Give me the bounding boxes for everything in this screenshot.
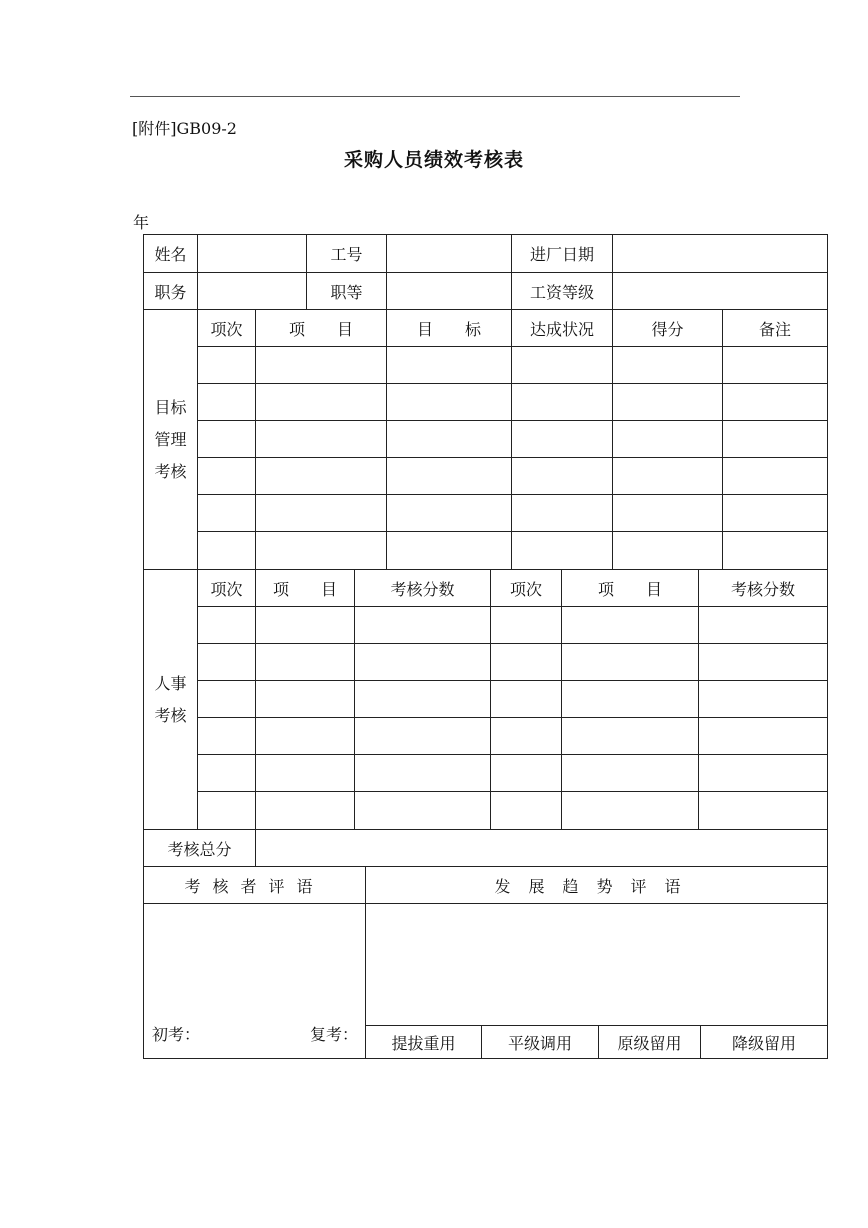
hr-column-header: 考核分数 — [390, 579, 455, 599]
table-rule — [197, 309, 198, 570]
target-table-cell[interactable] — [256, 495, 386, 531]
table-rule — [354, 569, 355, 830]
target-table-cell[interactable] — [387, 384, 511, 420]
table-rule — [197, 531, 828, 532]
hr-table-cell[interactable] — [699, 644, 827, 680]
hr-table-cell[interactable] — [562, 792, 698, 829]
target-table-cell[interactable] — [512, 347, 612, 383]
table-rule — [197, 234, 198, 310]
grade-label: 职等 — [330, 282, 363, 302]
hr-table-cell[interactable] — [355, 718, 490, 754]
table-rule — [386, 234, 387, 310]
hr-table-cell[interactable] — [198, 792, 255, 829]
table-rule — [612, 234, 613, 310]
table-rule — [365, 1025, 828, 1026]
document-code: [附件]GB09-2 — [132, 119, 237, 138]
table-rule — [255, 569, 256, 830]
target-section-label-line: 管理 — [154, 429, 187, 449]
hr-table-cell[interactable] — [355, 792, 490, 829]
hr-column-header: 项 目 — [272, 579, 337, 599]
hr-table-cell[interactable] — [562, 755, 698, 791]
table-rule — [722, 309, 723, 570]
table-rule — [365, 866, 366, 1059]
hr-table-cell[interactable] — [491, 681, 561, 717]
target-table-cell[interactable] — [613, 458, 722, 494]
hr-section-label-line: 人事 — [154, 673, 187, 693]
join-date-label: 进厂日期 — [529, 245, 594, 264]
promotion-option-cell[interactable]: 原级留用 — [617, 1033, 682, 1053]
year-label: 年 — [133, 213, 150, 232]
hr-table-cell[interactable] — [256, 607, 354, 643]
hr-table-cell[interactable] — [562, 681, 698, 717]
promotion-option-cell[interactable]: 平级调用 — [507, 1033, 572, 1053]
target-table-cell[interactable] — [512, 421, 612, 457]
hr-column-header: 考核分数 — [730, 579, 795, 599]
hr-table-cell[interactable] — [256, 755, 354, 791]
hr-table-cell[interactable] — [562, 607, 698, 643]
table-rule — [481, 1025, 482, 1059]
target-column-header: 得分 — [651, 319, 684, 339]
table-rule — [197, 346, 828, 347]
hr-table-cell[interactable] — [355, 755, 490, 791]
table-rule — [197, 569, 198, 830]
table-rule — [143, 309, 828, 310]
target-table-cell[interactable] — [723, 532, 827, 569]
table-rule — [143, 829, 828, 830]
target-table-cell[interactable] — [198, 384, 255, 420]
hr-table-cell[interactable] — [355, 644, 490, 680]
hr-column-header: 项 目 — [597, 579, 662, 599]
target-table-cell[interactable] — [387, 458, 511, 494]
target-table-cell[interactable] — [387, 421, 511, 457]
hr-table-cell[interactable] — [491, 792, 561, 829]
table-rule — [197, 457, 828, 458]
table-rule — [143, 1058, 828, 1059]
position-label: 职务 — [154, 282, 187, 302]
target-table-cell[interactable] — [256, 347, 386, 383]
target-table-cell[interactable] — [387, 347, 511, 383]
table-rule — [197, 717, 828, 718]
table-rule — [561, 569, 562, 830]
hr-table-cell[interactable] — [198, 681, 255, 717]
join-date-field[interactable] — [613, 235, 827, 272]
salary-level-label: 工资等级 — [529, 282, 594, 302]
hr-table-cell[interactable] — [491, 644, 561, 680]
employee-no-label: 工号 — [330, 245, 363, 264]
target-table-cell[interactable] — [512, 495, 612, 531]
salary-level-field[interactable] — [613, 273, 827, 309]
table-rule — [511, 234, 512, 310]
table-rule — [700, 1025, 701, 1059]
grade-field[interactable] — [387, 273, 511, 309]
target-table-cell[interactable] — [613, 532, 722, 569]
table-rule — [612, 309, 613, 570]
target-table-cell[interactable] — [256, 384, 386, 420]
hr-table-cell[interactable] — [198, 718, 255, 754]
hr-column-header: 项次 — [210, 579, 243, 599]
target-column-header: 备注 — [758, 319, 791, 339]
table-rule — [197, 606, 828, 607]
table-rule — [143, 234, 828, 235]
hr-table-cell[interactable] — [256, 792, 354, 829]
table-rule — [698, 569, 699, 830]
table-rule — [827, 234, 828, 1059]
table-rule — [143, 272, 828, 273]
table-rule — [197, 680, 828, 681]
target-column-header: 目 标 — [416, 319, 481, 339]
hr-table-cell[interactable] — [256, 681, 354, 717]
reviewer-comments-label: 考核者评语 — [184, 876, 325, 896]
hr-table-cell[interactable] — [699, 607, 827, 643]
table-rule — [143, 234, 144, 1059]
hr-table-cell[interactable] — [198, 607, 255, 643]
hr-table-cell[interactable] — [256, 718, 354, 754]
table-rule — [197, 494, 828, 495]
hr-table-cell[interactable] — [198, 644, 255, 680]
target-table-cell[interactable] — [613, 421, 722, 457]
table-rule — [511, 309, 512, 570]
target-table-cell[interactable] — [512, 384, 612, 420]
first-review-label: 初考： — [152, 1024, 201, 1044]
target-table-cell[interactable] — [387, 495, 511, 531]
hr-column-header: 项次 — [509, 579, 542, 599]
hr-table-cell[interactable] — [491, 607, 561, 643]
total-score-field[interactable] — [256, 830, 827, 866]
target-section-label-line: 目标 — [154, 397, 187, 417]
hr-section-label-line: 考核 — [154, 705, 187, 725]
table-rule — [197, 754, 828, 755]
reviewer-comments-field[interactable] — [144, 904, 365, 1014]
table-rule — [306, 234, 307, 310]
target-table-cell[interactable] — [723, 347, 827, 383]
employee-no-field[interactable] — [387, 235, 511, 272]
target-column-header: 项次 — [210, 319, 243, 339]
target-table-cell[interactable] — [512, 532, 612, 569]
page-title: 采购人员绩效考核表 — [343, 149, 524, 171]
top-rule — [130, 96, 740, 97]
table-rule — [490, 569, 491, 830]
target-table-cell[interactable] — [613, 347, 722, 383]
position-field[interactable] — [198, 273, 306, 309]
target-table-cell[interactable] — [723, 458, 827, 494]
name-field[interactable] — [198, 235, 306, 272]
table-rule — [197, 383, 828, 384]
hr-table-cell[interactable] — [198, 755, 255, 791]
table-rule — [197, 643, 828, 644]
target-section-label-line: 考核 — [154, 461, 187, 481]
promotion-option-cell[interactable]: 降级留用 — [731, 1033, 796, 1053]
target-column-header: 达成状况 — [529, 319, 594, 339]
target-table-cell[interactable] — [256, 458, 386, 494]
target-table-cell[interactable] — [723, 384, 827, 420]
target-table-cell[interactable] — [613, 384, 722, 420]
hr-section-label — [144, 570, 197, 829]
target-table-cell[interactable] — [256, 532, 386, 569]
hr-table-cell[interactable] — [355, 681, 490, 717]
hr-table-cell[interactable] — [699, 681, 827, 717]
target-section-label — [144, 310, 197, 569]
hr-table-cell[interactable] — [699, 792, 827, 829]
promotion-option-cell[interactable]: 提拔重用 — [391, 1033, 456, 1053]
target-table-cell[interactable] — [198, 532, 255, 569]
name-label: 姓名 — [154, 245, 187, 264]
target-table-cell[interactable] — [198, 458, 255, 494]
table-rule — [143, 569, 828, 570]
table-rule — [598, 1025, 599, 1059]
hr-table-cell[interactable] — [699, 718, 827, 754]
target-table-cell[interactable] — [198, 495, 255, 531]
trend-comments-label: 发展趋势评语 — [494, 876, 699, 896]
target-table-cell[interactable] — [387, 532, 511, 569]
hr-table-cell[interactable] — [491, 718, 561, 754]
hr-table-cell[interactable] — [355, 607, 490, 643]
hr-table-cell[interactable] — [256, 644, 354, 680]
target-table-cell[interactable] — [512, 458, 612, 494]
table-rule — [197, 420, 828, 421]
target-table-cell[interactable] — [198, 421, 255, 457]
target-table-cell[interactable] — [723, 421, 827, 457]
hr-table-cell[interactable] — [491, 755, 561, 791]
table-rule — [197, 791, 828, 792]
target-table-cell[interactable] — [198, 347, 255, 383]
target-table-cell[interactable] — [256, 421, 386, 457]
hr-table-cell[interactable] — [699, 755, 827, 791]
total-score-label: 考核总分 — [167, 839, 232, 859]
table-rule — [255, 309, 256, 570]
table-rule — [386, 309, 387, 570]
target-column-header: 项 目 — [288, 319, 353, 339]
trend-comments-field[interactable] — [366, 904, 827, 1025]
target-table-cell[interactable] — [723, 495, 827, 531]
hr-table-cell[interactable] — [562, 718, 698, 754]
second-review-label: 复考： — [310, 1024, 359, 1044]
table-rule — [143, 903, 828, 904]
table-rule — [255, 829, 256, 867]
table-rule — [143, 866, 828, 867]
target-table-cell[interactable] — [613, 495, 722, 531]
hr-table-cell[interactable] — [562, 644, 698, 680]
